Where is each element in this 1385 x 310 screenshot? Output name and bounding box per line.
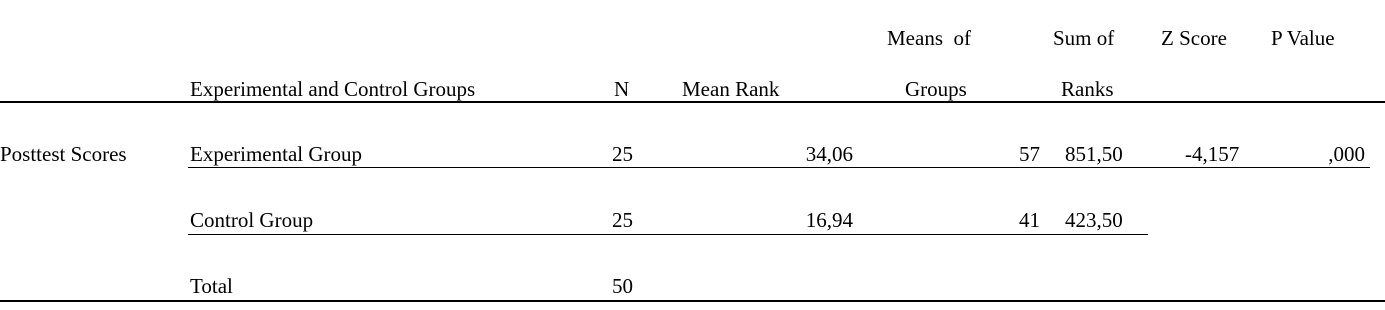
header-n: N [614,77,630,101]
cell-group: Experimental Group [190,142,363,166]
header-sum-line2: Ranks [1061,77,1114,101]
cell-n: 25 [612,208,633,232]
cell-p: ,000 [1328,142,1365,166]
row-label-posttest: Posttest Scores [0,142,127,166]
cell-sum: 851,50 [1065,142,1123,166]
row-rule [188,167,1370,168]
header-group: Experimental and Control Groups [190,77,476,101]
cell-sum: 423,50 [1065,208,1123,232]
header-means-line2: Groups [905,77,967,101]
header-means-line1: Means of [887,26,971,50]
header-sum-line1: Sum of [1053,26,1115,50]
cell-z: -4,157 [1185,142,1240,166]
header-mean-rank: Mean Rank [682,77,780,101]
cell-means: 57 [1019,142,1040,166]
header-z-score: Z Score [1161,26,1227,50]
cell-means: 41 [1019,208,1040,232]
row-rule [188,234,1148,235]
cell-n: 50 [612,274,633,298]
cell-group: Total [190,274,233,298]
cell-group: Control Group [190,208,314,232]
cell-n: 25 [612,142,633,166]
header-p-value: P Value [1271,26,1335,50]
cell-mean-rank: 34,06 [805,142,853,166]
cell-mean-rank: 16,94 [805,208,853,232]
header-rule [0,101,1385,103]
bottom-rule [0,300,1385,302]
